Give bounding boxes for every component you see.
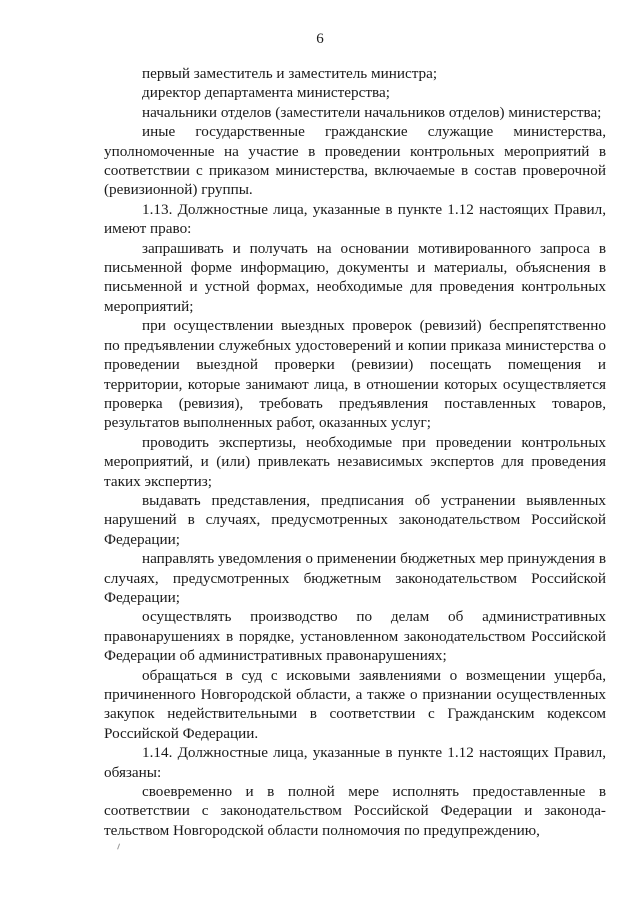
paragraph-request-information: запрашивать и получать на основании мотивированного запроса в письменной форме информацию, документы и материалы, объяснения в письменной и устной формах, необходимые для проведения контрольных мероприятий; — [104, 239, 606, 315]
paragraph-expert-examinations: проводить экспертизы, необходимые при проведении контрольных мероприятий, и (или) привлекать независимых экспертов для проведения таких экспертиз; — [104, 433, 606, 490]
document-body — [104, 64, 606, 840]
paragraph-department-director: директор департамента министерства; — [142, 84, 390, 102]
paragraph-court-claims: обращаться в суд с исковыми заявлениями о возмещении ущерба, причиненного Новгородской области, а также о признании осуществленных закупок недействительными в соответствии с Гражданским кодексом Российской Федерации. — [104, 666, 606, 742]
paragraph-duties-timely: своевременно и в полной мере исполнять предоставленные в соответствии с законодательством Российской Федерации и законода-тельством Новгородской области полномочия по предупреждению, — [104, 783, 606, 839]
paragraph-onsite-inspections: при осуществлении выездных проверок (ревизий) беспрепятственно по предъявлении служебных удостоверений и копии приказа министерства о проведении выездной проверки (ревизии) посещать помещения и территории, которые занимают лица, в отношении которых осуществляется проверка (ревизия), требовать предъявления поставленных товаров, результатов выполненных работ, оказанных услуг; — [104, 317, 606, 432]
page-number: 6 — [316, 31, 324, 47]
paragraph-other-civil-servants: иные государственные гражданские служащие министерства, уполномоченные на участие в проведении контрольных мероприятий в соответствии с приказом министерства, включаемые в состав проверочной (ревизионной) группы. — [104, 123, 606, 199]
paragraph-administrative-offenses: осуществлять производство по делам об административных правонарушениях в порядке, установленном законодательством Российской Федерации об административных правонарушениях; — [104, 608, 606, 665]
paragraph-heads-of-divisions: начальники отделов (заместители начальников отделов) министерства; — [142, 103, 602, 121]
paragraph-clause-1-14: 1.14. Должностные лица, указанные в пункте 1.12 настоящих Правил, обязаны: — [104, 744, 606, 781]
paragraph-first-deputy: первый заместитель и заместитель министра; — [142, 65, 438, 82]
paragraph-budget-enforcement: направлять уведомления о применении бюджетных мер принуждения в случаях, предусмотренных бюджетным законодательством Российской Федерации; — [104, 550, 606, 606]
paragraph-issue-orders: выдавать представления, предписания об устранении выявленных нарушений в случаях, предусмотренных законодательством Российской Федерации; — [104, 491, 606, 548]
paragraph-clause-1-13: 1.13. Должностные лица, указанные в пункте 1.12 настоящих Правил, имеют право: — [104, 200, 606, 238]
scan-artifact — [117, 843, 123, 850]
